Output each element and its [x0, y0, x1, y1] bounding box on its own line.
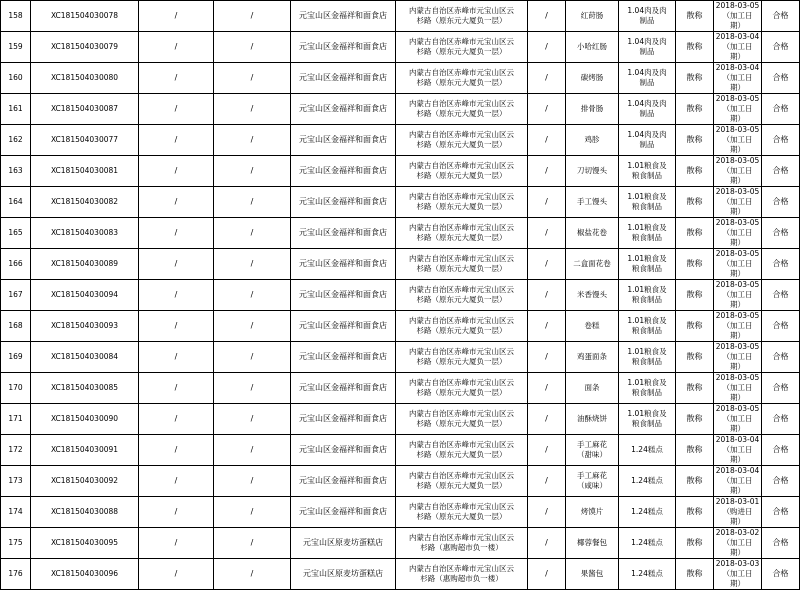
manufacturer-address-cell: / [214, 373, 291, 404]
manufacturer-address-cell: / [214, 311, 291, 342]
sample-code-cell: XC181504030087 [31, 94, 139, 125]
package-spec-cell: 散称 [676, 32, 714, 63]
manufacturer-cell: / [139, 156, 214, 187]
manufacturer-cell: / [139, 32, 214, 63]
product-name-cell: 油酥烧饼 [566, 404, 619, 435]
package-spec-cell: 散称 [676, 249, 714, 280]
production-date-cell: 2018-03-03 （加工日 期） [714, 559, 762, 590]
product-name-cell: 刀切馒头 [566, 156, 619, 187]
result-cell: 合格 [762, 373, 800, 404]
production-date-cell: 2018-03-05 （加工日 期） [714, 1, 762, 32]
manufacturer-address-cell: / [214, 156, 291, 187]
package-spec-cell: 散称 [676, 497, 714, 528]
sampled-unit-cell: 元宝山区金福祥和面食店 [291, 125, 396, 156]
sample-code-cell: XC181504030083 [31, 218, 139, 249]
sampled-unit-address-cell: 内蒙古自治区赤峰市元宝山区云 杉路（原东元大厦负一层） [396, 187, 528, 218]
sampled-unit-cell: 元宝山区金福祥和面食店 [291, 63, 396, 94]
sampled-unit-cell: 元宝山区金福祥和面食店 [291, 156, 396, 187]
food-category-cell: 1.01粮食及 粮食制品 [619, 404, 676, 435]
manufacturer-address-cell: / [214, 218, 291, 249]
product-name-cell: 米香馒头 [566, 280, 619, 311]
seq-no-cell: 175 [1, 528, 31, 559]
sample-code-cell: XC181504030091 [31, 435, 139, 466]
specification-cell: / [528, 435, 566, 466]
product-name-cell: 碳烤肠 [566, 63, 619, 94]
package-spec-cell: 散称 [676, 94, 714, 125]
table-row [1, 342, 800, 373]
specification-cell: / [528, 1, 566, 32]
sample-code-cell: XC181504030079 [31, 32, 139, 63]
package-spec-cell: 散称 [676, 156, 714, 187]
manufacturer-cell: / [139, 125, 214, 156]
result-cell: 合格 [762, 280, 800, 311]
food-category-cell: 1.24糕点 [619, 435, 676, 466]
package-spec-cell: 散称 [676, 187, 714, 218]
sampled-unit-cell: 元宝山区金福祥和面食店 [291, 435, 396, 466]
sample-code-cell: XC181504030081 [31, 156, 139, 187]
sampled-unit-cell: 元宝山区金福祥和面食店 [291, 280, 396, 311]
manufacturer-address-cell: / [214, 497, 291, 528]
product-name-cell: 二盒面花卷 [566, 249, 619, 280]
food-category-cell: 1.01粮食及 粮食制品 [619, 280, 676, 311]
food-category-cell: 1.24糕点 [619, 559, 676, 590]
food-category-cell: 1.01粮食及 粮食制品 [619, 249, 676, 280]
product-name-cell: 椰蓉餐包 [566, 528, 619, 559]
sampled-unit-cell: 元宝山区金福祥和面食店 [291, 249, 396, 280]
manufacturer-address-cell: / [214, 466, 291, 497]
production-date-cell: 2018-03-04 （加工日 期） [714, 466, 762, 497]
seq-no-cell: 159 [1, 32, 31, 63]
production-date-cell: 2018-03-05 （加工日 期） [714, 373, 762, 404]
result-cell: 合格 [762, 249, 800, 280]
specification-cell: / [528, 94, 566, 125]
food-category-cell: 1.01粮食及 粮食制品 [619, 187, 676, 218]
manufacturer-cell: / [139, 466, 214, 497]
product-name-cell: 小哈红肠 [566, 32, 619, 63]
sampled-unit-address-cell: 内蒙古自治区赤峰市元宝山区云 杉路（原东元大厦负一层） [396, 404, 528, 435]
manufacturer-address-cell: / [214, 280, 291, 311]
sampled-unit-cell: 元宝山区金福祥和面食店 [291, 32, 396, 63]
seq-no-cell: 176 [1, 559, 31, 590]
manufacturer-address-cell: / [214, 528, 291, 559]
sample-code-cell: XC181504030080 [31, 63, 139, 94]
sample-code-cell: XC181504030078 [31, 1, 139, 32]
sample-code-cell: XC181504030092 [31, 466, 139, 497]
production-date-cell: 2018-03-04 （加工日 期） [714, 32, 762, 63]
sampled-unit-cell: 元宝山区金福祥和面食店 [291, 404, 396, 435]
manufacturer-cell: / [139, 497, 214, 528]
sampled-unit-cell: 元宝山区金福祥和面食店 [291, 187, 396, 218]
manufacturer-cell: / [139, 1, 214, 32]
sampled-unit-address-cell: 内蒙古自治区赤峰市元宝山区云 杉路（原东元大厦负一层） [396, 156, 528, 187]
sampled-unit-cell: 元宝山区金福祥和面食店 [291, 342, 396, 373]
package-spec-cell: 散称 [676, 373, 714, 404]
result-cell: 合格 [762, 125, 800, 156]
result-cell: 合格 [762, 497, 800, 528]
production-date-cell: 2018-03-05 （加工日 期） [714, 187, 762, 218]
production-date-cell: 2018-03-05 （加工日 期） [714, 156, 762, 187]
sampled-unit-cell: 元宝山区金福祥和面食店 [291, 218, 396, 249]
table-row [1, 528, 800, 559]
package-spec-cell: 散称 [676, 342, 714, 373]
sampled-unit-address-cell: 内蒙古自治区赤峰市元宝山区云 杉路（原东元大厦负一层） [396, 280, 528, 311]
production-date-cell: 2018-03-01 （购进日 期） [714, 497, 762, 528]
table-row [1, 218, 800, 249]
seq-no-cell: 158 [1, 1, 31, 32]
package-spec-cell: 散称 [676, 528, 714, 559]
table-row [1, 311, 800, 342]
sample-code-cell: XC181504030085 [31, 373, 139, 404]
table-row [1, 63, 800, 94]
production-date-cell: 2018-03-05 （加工日 期） [714, 342, 762, 373]
result-cell: 合格 [762, 466, 800, 497]
table-row [1, 373, 800, 404]
production-date-cell: 2018-03-05 （加工日 期） [714, 94, 762, 125]
manufacturer-cell: / [139, 218, 214, 249]
sampled-unit-address-cell: 内蒙古自治区赤峰市元宝山区云 杉路（惠购超市负一楼） [396, 528, 528, 559]
sampled-unit-address-cell: 内蒙古自治区赤峰市元宝山区云 杉路（原东元大厦负一层） [396, 1, 528, 32]
manufacturer-cell: / [139, 559, 214, 590]
production-date-cell: 2018-03-04 （加工日 期） [714, 435, 762, 466]
table-row [1, 32, 800, 63]
specification-cell: / [528, 404, 566, 435]
result-cell: 合格 [762, 1, 800, 32]
sample-code-cell: XC181504030077 [31, 125, 139, 156]
specification-cell: / [528, 559, 566, 590]
manufacturer-cell: / [139, 94, 214, 125]
manufacturer-cell: / [139, 528, 214, 559]
specification-cell: / [528, 156, 566, 187]
table-row [1, 1, 800, 32]
food-category-cell: 1.04肉及肉 制品 [619, 32, 676, 63]
manufacturer-cell: / [139, 249, 214, 280]
result-cell: 合格 [762, 528, 800, 559]
food-category-cell: 1.01粮食及 粮食制品 [619, 156, 676, 187]
table-row [1, 156, 800, 187]
table-row [1, 187, 800, 218]
sampled-unit-address-cell: 内蒙古自治区赤峰市元宝山区云 杉路（原东元大厦负一层） [396, 249, 528, 280]
package-spec-cell: 散称 [676, 466, 714, 497]
sampled-unit-address-cell: 内蒙古自治区赤峰市元宝山区云 杉路（原东元大厦负一层） [396, 311, 528, 342]
production-date-cell: 2018-03-05 （加工日 期） [714, 280, 762, 311]
product-name-cell: 排骨肠 [566, 94, 619, 125]
food-category-cell: 1.01粮食及 粮食制品 [619, 373, 676, 404]
result-cell: 合格 [762, 32, 800, 63]
result-cell: 合格 [762, 63, 800, 94]
specification-cell: / [528, 311, 566, 342]
seq-no-cell: 169 [1, 342, 31, 373]
seq-no-cell: 168 [1, 311, 31, 342]
package-spec-cell: 散称 [676, 218, 714, 249]
specification-cell: / [528, 342, 566, 373]
specification-cell: / [528, 32, 566, 63]
result-cell: 合格 [762, 404, 800, 435]
sample-code-cell: XC181504030090 [31, 404, 139, 435]
package-spec-cell: 散称 [676, 125, 714, 156]
specification-cell: / [528, 218, 566, 249]
sampled-unit-cell: 元宝山区金福祥和面食店 [291, 1, 396, 32]
sampled-unit-cell: 元宝山区金福祥和面食店 [291, 497, 396, 528]
product-name-cell: 鸡胗 [566, 125, 619, 156]
manufacturer-address-cell: / [214, 187, 291, 218]
result-cell: 合格 [762, 94, 800, 125]
table-row [1, 249, 800, 280]
manufacturer-address-cell: / [214, 1, 291, 32]
production-date-cell: 2018-03-05 （加工日 期） [714, 404, 762, 435]
seq-no-cell: 163 [1, 156, 31, 187]
package-spec-cell: 散称 [676, 559, 714, 590]
table-row [1, 404, 800, 435]
result-cell: 合格 [762, 187, 800, 218]
sampled-unit-address-cell: 内蒙古自治区赤峰市元宝山区云 杉路（原东元大厦负一层） [396, 435, 528, 466]
sampled-unit-address-cell: 内蒙古自治区赤峰市元宝山区云 杉路（原东元大厦负一层） [396, 342, 528, 373]
specification-cell: / [528, 63, 566, 94]
result-cell: 合格 [762, 559, 800, 590]
specification-cell: / [528, 187, 566, 218]
sampled-unit-cell: 元宝山区原麦坊蛋糕店 [291, 528, 396, 559]
seq-no-cell: 165 [1, 218, 31, 249]
production-date-cell: 2018-03-05 （加工日 期） [714, 311, 762, 342]
sampled-unit-address-cell: 内蒙古自治区赤峰市元宝山区云 杉路（原东元大厦负一层） [396, 125, 528, 156]
package-spec-cell: 散称 [676, 280, 714, 311]
manufacturer-address-cell: / [214, 63, 291, 94]
manufacturer-cell: / [139, 373, 214, 404]
result-cell: 合格 [762, 218, 800, 249]
seq-no-cell: 161 [1, 94, 31, 125]
seq-no-cell: 171 [1, 404, 31, 435]
manufacturer-address-cell: / [214, 342, 291, 373]
manufacturer-cell: / [139, 435, 214, 466]
table-row [1, 280, 800, 311]
specification-cell: / [528, 125, 566, 156]
seq-no-cell: 166 [1, 249, 31, 280]
package-spec-cell: 散称 [676, 311, 714, 342]
manufacturer-address-cell: / [214, 249, 291, 280]
result-cell: 合格 [762, 435, 800, 466]
product-name-cell: 烤馍片 [566, 497, 619, 528]
sampled-unit-address-cell: 内蒙古自治区赤峰市元宝山区云 杉路（原东元大厦负一层） [396, 218, 528, 249]
result-cell: 合格 [762, 311, 800, 342]
sample-code-cell: XC181504030082 [31, 187, 139, 218]
production-date-cell: 2018-03-05 （加工日 期） [714, 218, 762, 249]
table-row [1, 559, 800, 590]
result-cell: 合格 [762, 342, 800, 373]
production-date-cell: 2018-03-04 （加工日 期） [714, 63, 762, 94]
product-name-cell: 卷糕 [566, 311, 619, 342]
manufacturer-cell: / [139, 342, 214, 373]
seq-no-cell: 160 [1, 63, 31, 94]
manufacturer-address-cell: / [214, 435, 291, 466]
package-spec-cell: 散称 [676, 1, 714, 32]
product-name-cell: 鸡蛋面条 [566, 342, 619, 373]
production-date-cell: 2018-03-05 （加工日 期） [714, 249, 762, 280]
manufacturer-address-cell: / [214, 32, 291, 63]
sampled-unit-address-cell: 内蒙古自治区赤峰市元宝山区云 杉路（原东元大厦负一层） [396, 63, 528, 94]
manufacturer-cell: / [139, 311, 214, 342]
package-spec-cell: 散称 [676, 404, 714, 435]
production-date-cell: 2018-03-02 （加工日 期） [714, 528, 762, 559]
product-name-cell: 红莳肠 [566, 1, 619, 32]
sampled-unit-address-cell: 内蒙古自治区赤峰市元宝山区云 杉路（原东元大厦负一层） [396, 373, 528, 404]
sampled-unit-cell: 元宝山区金福祥和面食店 [291, 373, 396, 404]
seq-no-cell: 172 [1, 435, 31, 466]
table-row [1, 435, 800, 466]
product-name-cell: 椒盐花卷 [566, 218, 619, 249]
food-category-cell: 1.04肉及肉 制品 [619, 94, 676, 125]
sample-code-cell: XC181504030095 [31, 528, 139, 559]
manufacturer-cell: / [139, 187, 214, 218]
sample-code-cell: XC181504030084 [31, 342, 139, 373]
seq-no-cell: 174 [1, 497, 31, 528]
result-cell: 合格 [762, 156, 800, 187]
table-row [1, 466, 800, 497]
product-name-cell: 面条 [566, 373, 619, 404]
manufacturer-address-cell: / [214, 94, 291, 125]
product-name-cell: 手工麻花 （咸味） [566, 466, 619, 497]
package-spec-cell: 散称 [676, 435, 714, 466]
seq-no-cell: 164 [1, 187, 31, 218]
sample-code-cell: XC181504030088 [31, 497, 139, 528]
seq-no-cell: 170 [1, 373, 31, 404]
sampled-unit-address-cell: 内蒙古自治区赤峰市元宝山区云 杉路（原东元大厦负一层） [396, 94, 528, 125]
sampled-unit-cell: 元宝山区金福祥和面食店 [291, 311, 396, 342]
food-category-cell: 1.24糕点 [619, 497, 676, 528]
specification-cell: / [528, 497, 566, 528]
manufacturer-address-cell: / [214, 404, 291, 435]
specification-cell: / [528, 280, 566, 311]
specification-cell: / [528, 528, 566, 559]
specification-cell: / [528, 466, 566, 497]
sample-code-cell: XC181504030089 [31, 249, 139, 280]
food-category-cell: 1.01粮食及 粮食制品 [619, 342, 676, 373]
package-spec-cell: 散称 [676, 63, 714, 94]
product-name-cell: 手工麻花 （甜味） [566, 435, 619, 466]
specification-cell: / [528, 249, 566, 280]
manufacturer-address-cell: / [214, 559, 291, 590]
sample-code-cell: XC181504030093 [31, 311, 139, 342]
sampled-unit-address-cell: 内蒙古自治区赤峰市元宝山区云 杉路（原东元大厦负一层） [396, 32, 528, 63]
manufacturer-cell: / [139, 63, 214, 94]
sample-code-cell: XC181504030096 [31, 559, 139, 590]
sampled-unit-address-cell: 内蒙古自治区赤峰市元宝山区云 杉路（原东元大厦负一层） [396, 466, 528, 497]
food-category-cell: 1.04肉及肉 制品 [619, 1, 676, 32]
product-name-cell: 手工馒头 [566, 187, 619, 218]
food-category-cell: 1.24糕点 [619, 528, 676, 559]
sampled-unit-cell: 元宝山区金福祥和面食店 [291, 94, 396, 125]
sample-code-cell: XC181504030094 [31, 280, 139, 311]
seq-no-cell: 173 [1, 466, 31, 497]
sampled-unit-cell: 元宝山区原麦坊蛋糕店 [291, 559, 396, 590]
food-category-cell: 1.01粮食及 粮食制品 [619, 311, 676, 342]
food-category-cell: 1.04肉及肉 制品 [619, 63, 676, 94]
seq-no-cell: 167 [1, 280, 31, 311]
specification-cell: / [528, 373, 566, 404]
food-category-cell: 1.24糕点 [619, 466, 676, 497]
seq-no-cell: 162 [1, 125, 31, 156]
food-category-cell: 1.01粮食及 粮食制品 [619, 218, 676, 249]
manufacturer-address-cell: / [214, 125, 291, 156]
table-row [1, 94, 800, 125]
manufacturer-cell: / [139, 404, 214, 435]
manufacturer-cell: / [139, 280, 214, 311]
sampled-unit-address-cell: 内蒙古自治区赤峰市元宝山区云 杉路（原东元大厦负一层） [396, 497, 528, 528]
product-name-cell: 果酱包 [566, 559, 619, 590]
sampled-unit-cell: 元宝山区金福祥和面食店 [291, 466, 396, 497]
food-category-cell: 1.04肉及肉 制品 [619, 125, 676, 156]
table-row [1, 125, 800, 156]
table-row [1, 497, 800, 528]
sampled-unit-address-cell: 内蒙古自治区赤峰市元宝山区云 杉路（惠购超市负一楼） [396, 559, 528, 590]
table-body [1, 1, 800, 590]
production-date-cell: 2018-03-05 （加工日 期） [714, 125, 762, 156]
